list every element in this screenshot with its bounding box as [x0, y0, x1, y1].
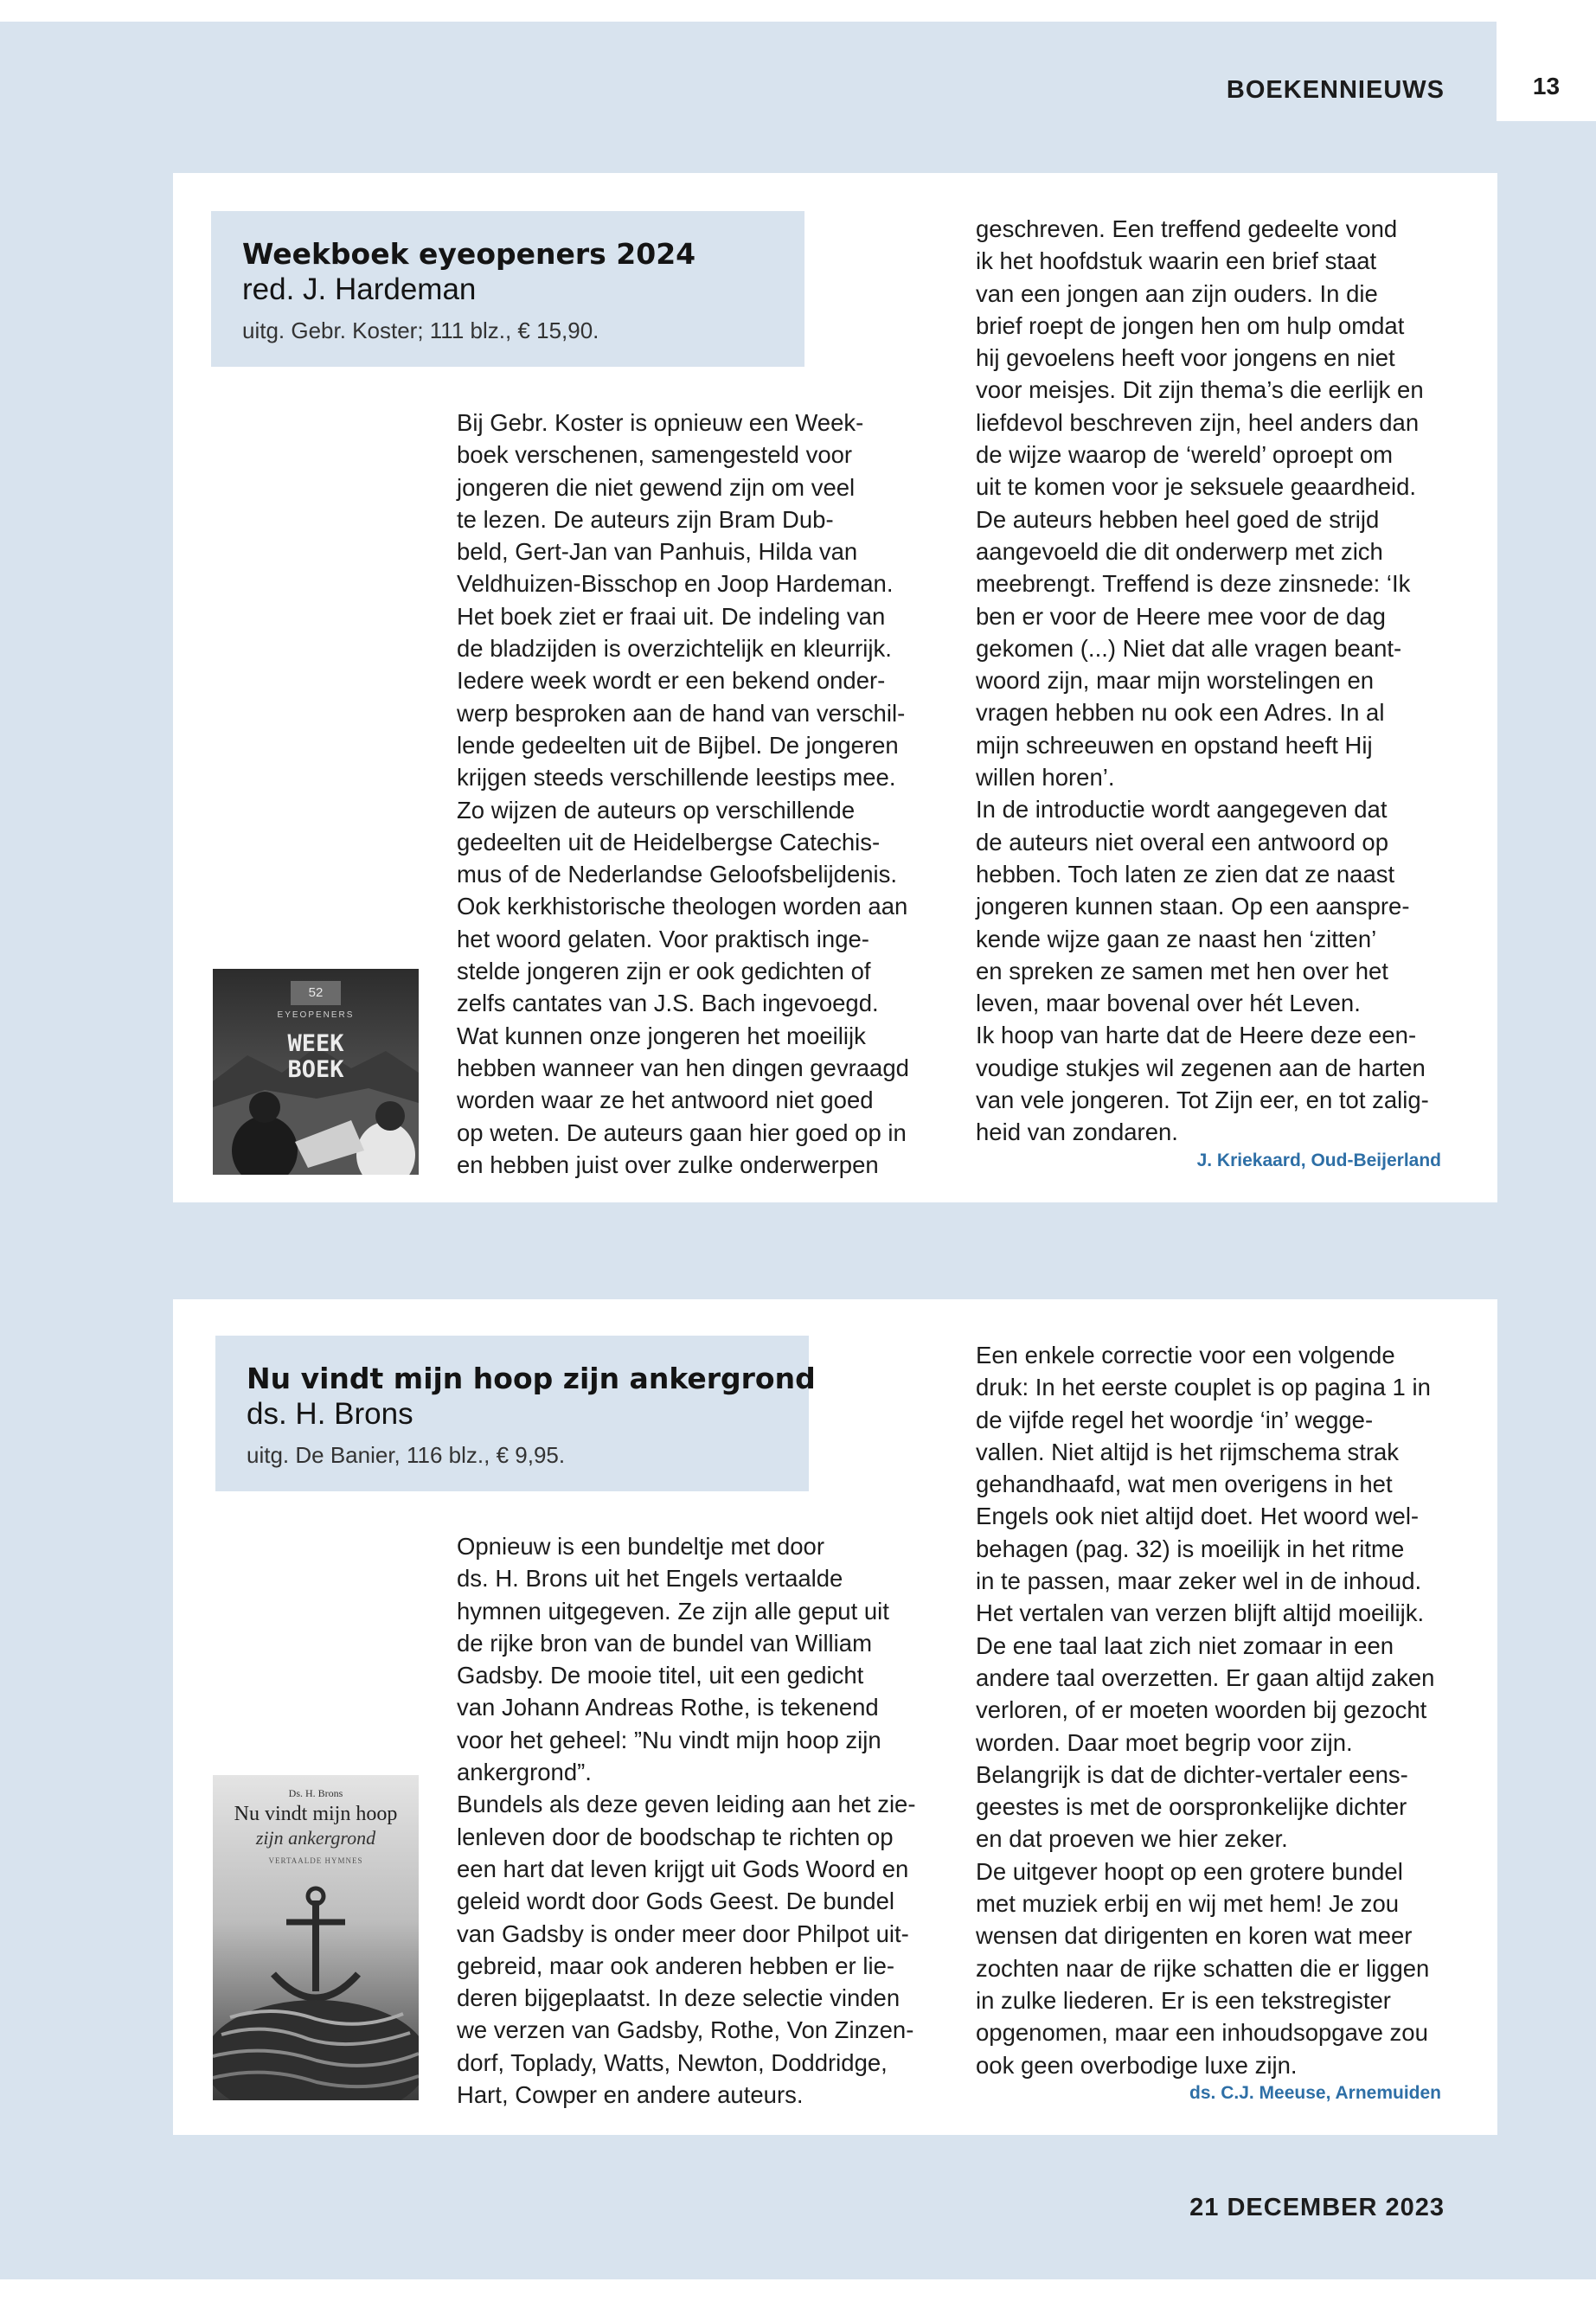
text-line: meebrengt. Treffend is deze zinsnede: ‘Ik: [976, 570, 1411, 598]
text-line: dorf, Toplady, Watts, Newton, Doddridge,: [457, 2048, 888, 2076]
text-line: met muziek erbij en wij met hem! Je zou: [976, 1890, 1400, 1918]
text-line: ook geen overbodige luxe zijn.: [976, 2051, 1298, 2079]
text-line: Belangrijk is dat de dichter-vertaler eens-: [976, 1760, 1408, 1788]
cover-tagline: VERTAALDE HYMNES: [268, 1856, 363, 1865]
text-line: boek verschenen, samengesteld voor: [457, 441, 853, 469]
text-line: Een enkele correctie voor een volgende: [976, 1342, 1395, 1368]
section-label: BOEKENNIEUWS: [1226, 76, 1445, 104]
review-text-left-column: [457, 1530, 941, 2111]
text-line: gehandhaafd, wat men overigens in het: [976, 1471, 1393, 1498]
text-line: aangevoeld die dit onderwerp met zich: [976, 537, 1383, 565]
text-line: kende wijze gaan ze naast hen ‘zitten’: [976, 925, 1377, 952]
text-line: andere taal overzetten. Er gaan altijd zaken: [976, 1663, 1435, 1691]
text-line: liefdevol beschreven zijn, heel anders dan: [976, 408, 1420, 436]
text-line: In de introductie wordt aangegeven dat: [976, 796, 1388, 824]
review-text-right-column: [976, 1339, 1486, 2081]
text-line: deren bijgeplaatst. In deze selectie vinden: [457, 1984, 901, 2012]
book-author: red. J. Hardeman: [242, 272, 477, 306]
cover-number: 52: [291, 981, 341, 1005]
text-line: wensen dat dirigenten en koren wat meer: [976, 1922, 1413, 1950]
text-line: uit te komen voor je seksuele geaardheid.: [976, 473, 1417, 501]
text-line: van Gadsby is onder meer door Philpot uit-: [457, 1920, 909, 1947]
text-line: willen horen’.: [976, 764, 1115, 792]
text-line: behagen (pag. 32) is moeilijk in het ritme: [976, 1535, 1405, 1562]
cover-author: Ds. H. Brons: [288, 1787, 343, 1799]
text-line: van vele jongeren. Tot Zijn eer, en tot zalig-: [976, 1086, 1429, 1114]
text-line: vallen. Niet altijd is het rijmschema strak: [976, 1438, 1400, 1465]
text-line: Zo wijzen de auteurs op verschillende: [457, 796, 856, 824]
text-line: de wijze waarop de ‘wereld’ oproept om: [976, 441, 1394, 469]
text-line: worden. Daar moet begrip voor zijn.: [976, 1728, 1353, 1756]
text-line: Hart, Cowper en andere auteurs.: [457, 2081, 804, 2109]
cover-title: Nu vindt mijn hoop: [234, 1803, 398, 1825]
text-line: De ene taal laat zich niet zomaar in een: [976, 1631, 1394, 1659]
text-line: Bij Gebr. Koster is opnieuw een Week-: [457, 409, 864, 436]
text-line: opgenomen, maar een inhoudsopgave zou: [976, 2019, 1428, 2047]
page-number: 13: [1532, 73, 1561, 99]
text-line: Opnieuw is een bundeltje met door: [457, 1533, 824, 1560]
text-line: verloren, of er moeten woorden bij gezocht: [976, 1696, 1427, 1724]
text-line: heid van zondaren.: [976, 1118, 1178, 1146]
text-line: lenleven door de boodschap te richten op: [457, 1823, 894, 1850]
text-line: voor meisjes. Dit zijn thema’s die eerlijk en: [976, 376, 1424, 404]
text-line: van Johann Andreas Rothe, is tekenend: [457, 1694, 879, 1721]
text-line: Veldhuizen-Bisschop en Joop Hardeman.: [457, 570, 894, 598]
book-cover-image: [213, 969, 419, 1175]
text-line: gekomen (...) Niet dat alle vragen beant-: [976, 634, 1402, 662]
text-line: De uitgever hoopt op een grotere bundel: [976, 1857, 1403, 1885]
text-line: ik het hoofdstuk waarin een brief staat: [976, 247, 1377, 275]
text-line: in te passen, maar zeker wel in de inhoud.: [976, 1567, 1422, 1595]
text-line: van een jongen aan zijn ouders. In die: [976, 279, 1378, 307]
text-line: in zulke liederen. Er is een tekstregister: [976, 1986, 1391, 2014]
text-line: zelfs cantates van J.S. Bach ingevoegd.: [457, 990, 879, 1017]
book-publication-info: uitg. De Banier, 116 blz., € 9,95.: [247, 1442, 566, 1468]
reviewer-signature: J. Kriekaard, Oud-Beijerland: [1196, 1150, 1441, 1170]
book-author: ds. H. Brons: [247, 1397, 413, 1431]
review-header: [211, 211, 804, 367]
text-line: krijgen steeds verschillende leestips mee.: [457, 764, 896, 792]
text-line: geestes is met de oorspronkelijke dichter: [976, 1793, 1407, 1821]
text-line: Het boek ziet er fraai uit. De indeling van: [457, 602, 886, 630]
text-line: hymnen uitgegeven. Ze zijn alle geput uit: [457, 1597, 889, 1625]
text-line: een hart dat leven krijgt uit Gods Woord en: [457, 1855, 909, 1882]
text-line: vragen hebben nu ook een Adres. In al: [976, 699, 1385, 727]
text-line: de auteurs niet overal een antwoord op: [976, 828, 1388, 856]
page-number-box: [1497, 22, 1596, 121]
review-card-ankergrond: [173, 1299, 1497, 2135]
text-line: Iedere week wordt er een bekend onder-: [457, 667, 886, 695]
text-line: en dat proeven we hier zeker.: [976, 1825, 1288, 1853]
text-line: hebben wanneer van hen dingen gevraagd: [457, 1054, 909, 1081]
issue-date: 21 DECEMBER 2023: [1189, 2194, 1445, 2221]
text-line: voor het geheel: ”Nu vindt mijn hoop zijn: [457, 1726, 881, 1753]
text-line: De auteurs hebben heel goed de strijd: [976, 505, 1380, 533]
text-line: jongeren kunnen staan. Op een aanspre-: [976, 893, 1410, 920]
cover-series: EYEOPENERS: [277, 1010, 355, 1020]
reviewer-signature: ds. C.J. Meeuse, Arnemuiden: [1189, 2083, 1441, 2103]
text-line: de rijke bron van de bundel van William: [457, 1629, 872, 1657]
text-line: hij gevoelens heeft voor jongens en niet: [976, 344, 1395, 372]
text-line: hebben. Toch laten ze zien dat ze naast: [976, 860, 1395, 888]
text-line: beld, Gert-Jan van Panhuis, Hilda van: [457, 538, 858, 566]
text-line: Het vertalen van verzen blijft altijd moeilijk.: [976, 1599, 1425, 1627]
text-line: brief roept de jongen hen om hulp omdat: [976, 311, 1405, 339]
text-line: gebreid, maar ook anderen hebben er lie-: [457, 1952, 895, 1979]
text-line: en spreken ze samen met hen over het: [976, 957, 1388, 984]
text-line: Bundels als deze geven leiding aan het zie-: [457, 1791, 916, 1818]
text-line: op weten. De auteurs gaan hier goed op in: [457, 1118, 907, 1146]
text-line: en hebben juist over zulke onderwerpen: [457, 1150, 879, 1178]
text-line: te lezen. De auteurs zijn Bram Dub-: [457, 505, 834, 533]
text-line: Ook kerkhistorische theologen worden aan: [457, 893, 908, 920]
cover-title: WEEK BOEK: [287, 1030, 344, 1083]
text-line: Ik hoop van harte dat de Heere deze een-: [976, 1022, 1417, 1049]
text-line: zochten naar de rijke schatten die er liggen: [976, 1954, 1430, 1982]
text-line: woord zijn, maar mijn worstelingen en: [976, 667, 1375, 695]
text-line: ankergrond”.: [457, 1759, 592, 1786]
text-line: lende gedeelten uit de Bijbel. De jongeren: [457, 731, 899, 759]
text-line: leven, maar bovenal over hét Leven.: [976, 990, 1361, 1017]
text-line: Gadsby. De mooie titel, uit een gedicht: [457, 1662, 864, 1689]
text-line: we verzen van Gadsby, Rothe, Von Zinzen-: [457, 2016, 914, 2044]
text-line: druk: In het eerste couplet is op pagina 1 in: [976, 1374, 1431, 1401]
text-line: mus of de Nederlandse Geloofsbelijdenis.: [457, 861, 898, 888]
book-title: Nu vindt mijn hoop zijn ankergrond: [247, 1362, 816, 1395]
text-line: het woord gelaten. Voor praktisch inge-: [457, 925, 869, 952]
text-line: ben er voor de Heere mee voor de dag: [976, 602, 1386, 630]
text-line: gedeelten uit de Heidelbergse Catechis-: [457, 828, 881, 856]
text-line: worden waar ze het antwoord niet goed: [457, 1086, 874, 1114]
text-line: geleid wordt door Gods Geest. De bundel: [457, 1888, 894, 1915]
text-line: ds. H. Brons uit het Engels vertaalde: [457, 1565, 843, 1593]
book-cover-image: [213, 1775, 419, 2100]
cover-subtitle: zijn ankergrond: [255, 1827, 376, 1849]
text-line: de vijfde regel het woordje ‘in’ wegge-: [976, 1406, 1374, 1433]
text-line: geschreven. Een treffend gedeelte vond: [976, 215, 1398, 242]
review-text-right-column: [976, 213, 1486, 1149]
text-line: mijn schreeuwen en opstand heeft Hij: [976, 731, 1373, 759]
text-line: Wat kunnen onze jongeren het moeilijk: [457, 1022, 866, 1049]
text-line: voudige stukjes wil zegenen aan de harten: [976, 1054, 1426, 1081]
review-card-weekboek: [173, 173, 1497, 1202]
book-title: Weekboek eyeopeners 2024: [242, 237, 696, 271]
book-publication-info: uitg. Gebr. Koster; 111 blz., € 15,90.: [242, 317, 599, 343]
text-line: werp besproken aan de hand van verschil-: [457, 699, 906, 727]
review-text-left-column: [457, 407, 941, 1181]
text-line: Engels ook niet altijd doet. Het woord wel-: [976, 1503, 1420, 1530]
text-line: stelde jongeren zijn er ook gedichten of: [457, 958, 871, 985]
review-header: [215, 1336, 816, 1491]
text-line: jongeren die niet gewend zijn om veel: [457, 473, 856, 501]
text-line: de bladzijden is overzichtelijk en kleurrijk.: [457, 635, 892, 663]
